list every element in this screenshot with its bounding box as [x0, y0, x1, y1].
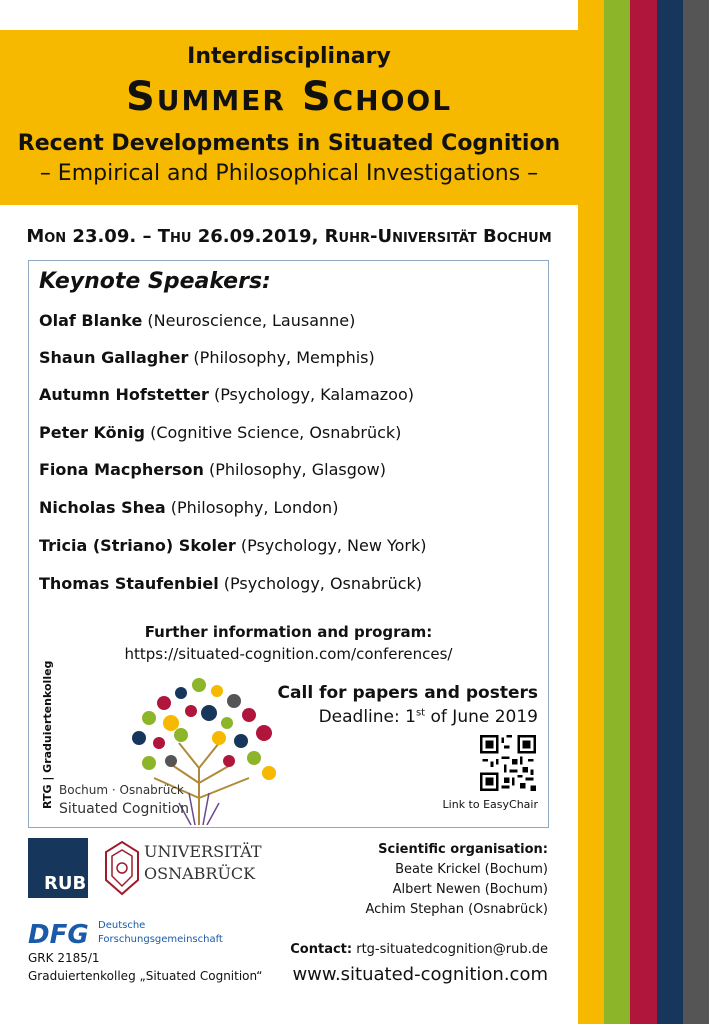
speaker-name: Shaun Gallagher	[39, 348, 189, 367]
info-url[interactable]: https://situated-cognition.com/conferences/	[124, 645, 453, 663]
header-title: Summer School	[125, 74, 453, 120]
speaker-detail: (Psychology, Osnabrück)	[218, 574, 423, 593]
organisation-block	[365, 840, 548, 920]
date-line: Mon 23.09. – Thu 26.09.2019, Ruhr-Universität Bochum	[26, 226, 552, 247]
stripe-green	[604, 0, 630, 1024]
organisation-member: Achim Stephan (Osnabrück)	[365, 902, 548, 917]
uos-logo	[104, 840, 262, 896]
speaker-item	[39, 348, 375, 367]
university-crest-icon	[104, 840, 140, 896]
speaker-name: Tricia (Striano) Skoler	[39, 536, 236, 555]
speaker-name: Autumn Hofstetter	[39, 385, 209, 404]
speaker-detail: (Philosophy, Glasgow)	[203, 460, 386, 479]
header-line1: Interdisciplinary	[187, 44, 391, 69]
speaker-item	[39, 311, 355, 330]
rub-logo-text: RUB	[44, 873, 87, 894]
organisation-member: Beate Krickel (Bochum)	[395, 862, 548, 877]
header-tagline: – Empirical and Philosophical Investigations –	[39, 161, 539, 186]
keynote-box	[28, 260, 549, 828]
speaker-item	[39, 460, 386, 479]
speaker-name: Nicholas Shea	[39, 498, 166, 517]
contact-label: Contact:	[290, 942, 353, 957]
stripe-grey	[683, 0, 709, 1024]
speaker-item	[39, 423, 401, 442]
rtg-vertical-label: RTG | Graduiertenkolleg	[41, 660, 54, 809]
speaker-detail: (Philosophy, London)	[165, 498, 339, 517]
stripe-crimson	[630, 0, 656, 1024]
contact-line	[290, 942, 548, 957]
header-subtitle: Recent Developments in Situated Cognition	[17, 131, 561, 156]
color-stripes	[578, 0, 709, 1024]
dfg-mark: DFG	[28, 920, 89, 950]
speaker-name: Thomas Staufenbiel	[39, 574, 219, 593]
qr-code-icon[interactable]	[480, 735, 536, 791]
speaker-item	[39, 536, 427, 555]
qr-caption: Link to EasyChair	[442, 798, 538, 811]
stripe-navy	[657, 0, 683, 1024]
dfg-line1: Deutsche	[98, 920, 146, 931]
uos-line1: UNIVERSITÄT	[144, 842, 262, 861]
stripe-yellow	[578, 0, 604, 1024]
organisation-title: Scientific organisation:	[378, 842, 548, 857]
speaker-detail: (Philosophy, Memphis)	[188, 348, 375, 367]
rtg-name: Situated Cognition	[59, 801, 189, 817]
keynote-title: Keynote Speakers:	[39, 269, 271, 294]
speaker-detail: (Cognitive Science, Osnabrück)	[144, 423, 402, 442]
grk-number: GRK 2185/1	[28, 951, 100, 965]
deadline: Deadline: 1st of June 2019	[318, 707, 538, 727]
speaker-detail: (Psychology, Kalamazoo)	[208, 385, 414, 404]
speaker-detail: (Psychology, New York)	[235, 536, 427, 555]
info-title: Further information and program:	[144, 623, 433, 641]
speaker-name: Peter König	[39, 423, 145, 442]
organisation-member: Albert Newen (Bochum)	[392, 882, 548, 897]
speaker-item	[39, 574, 422, 593]
speaker-name: Olaf Blanke	[39, 311, 143, 330]
header-banner	[0, 30, 578, 205]
speaker-detail: (Neuroscience, Lausanne)	[142, 311, 356, 330]
rub-logo	[28, 838, 88, 898]
website-link[interactable]: www.situated-cognition.com	[292, 964, 548, 985]
uos-line2: OSNABRÜCK	[144, 864, 256, 883]
speaker-item	[39, 498, 338, 517]
grk-name: Graduiertenkolleg „Situated Cognition“	[28, 969, 263, 983]
speaker-name: Fiona Macpherson	[39, 460, 204, 479]
speaker-item	[39, 385, 414, 404]
contact-email[interactable]: rtg-situatedcognition@rub.de	[352, 942, 548, 957]
call-title: Call for papers and posters	[277, 683, 538, 703]
rtg-cities: Bochum · Osnabrück	[59, 783, 184, 797]
dfg-line2: Forschungsgemeinschaft	[98, 934, 223, 945]
